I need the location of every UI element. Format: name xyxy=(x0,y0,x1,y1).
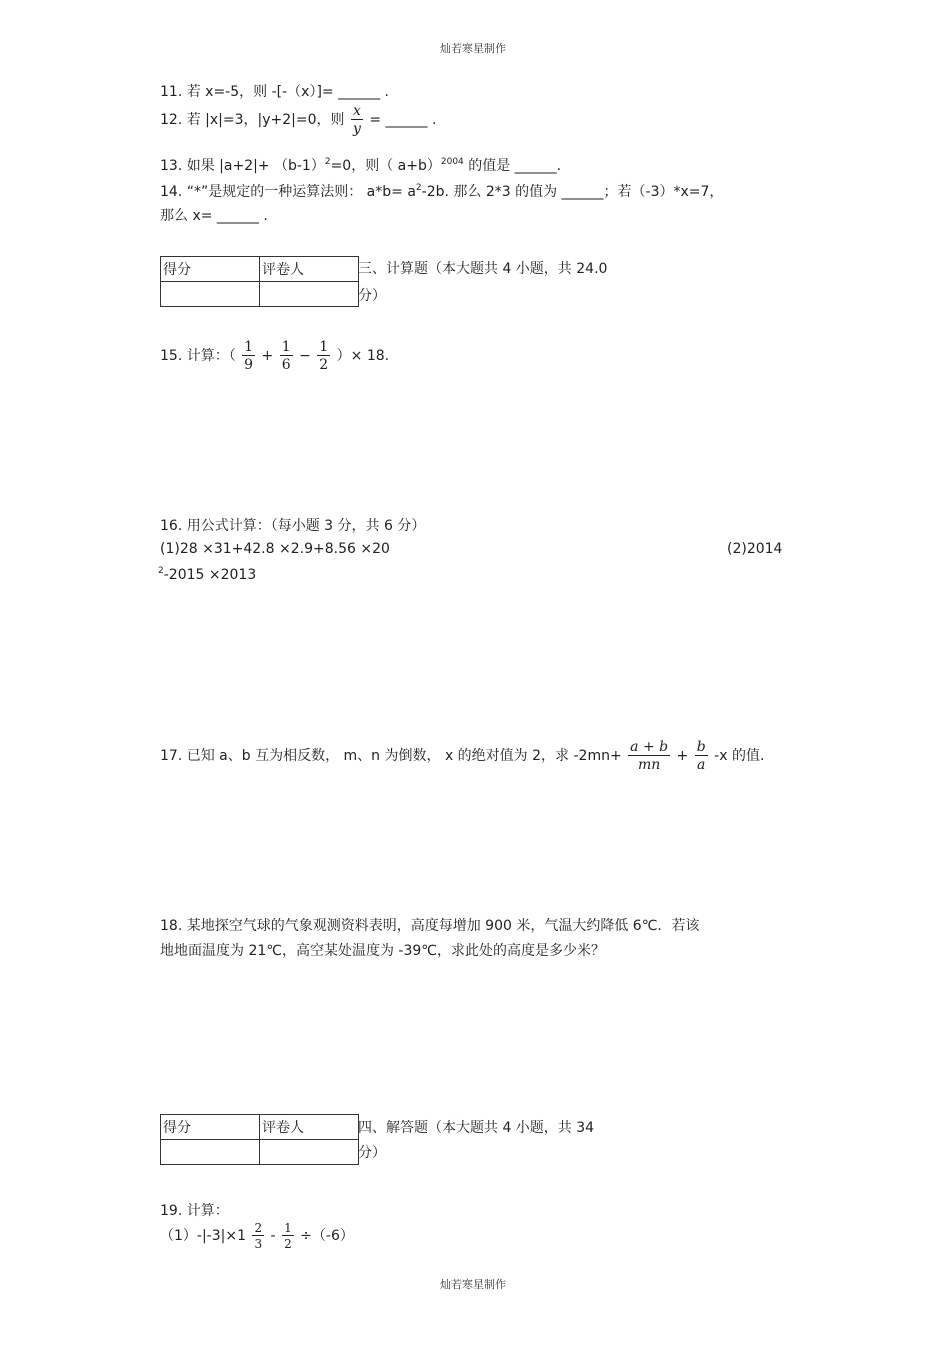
fraction-denominator: a xyxy=(697,757,706,773)
fraction-numerator: x xyxy=(351,104,363,120)
question-16-title: 16. 用公式计算：（每小题 3 分，共 6 分） xyxy=(160,518,426,534)
question-14-text: 14. “*”是规定的一种运算法则： a*b= a xyxy=(160,184,416,200)
exponent: 2 xyxy=(324,157,331,167)
page-footer: 灿若寒星制作 xyxy=(440,1278,506,1291)
plus-operator: + xyxy=(261,348,274,364)
question-18-line2: 地地面温度为 21℃，高空某处温度为 -39℃，求此处的高度是多少米？ xyxy=(160,943,606,959)
fraction-numerator: b xyxy=(696,739,706,755)
fraction-denominator: 3 xyxy=(254,1237,263,1251)
question-16-part1: (1)28 ×31+42.8 ×2.9+8.56 ×20 xyxy=(160,541,390,557)
minus-operator: - xyxy=(270,1228,276,1244)
question-13-mid: =0，则（ a+b） xyxy=(330,158,441,174)
fraction-1-9 xyxy=(242,340,255,372)
fraction-denominator: 9 xyxy=(244,357,254,373)
fraction-denominator: 6 xyxy=(281,357,291,373)
question-17 xyxy=(160,740,764,772)
minus-operator: − xyxy=(299,348,311,364)
grader-header: 评卷人 xyxy=(260,257,359,282)
score-table-section-3 xyxy=(160,256,359,307)
fraction-numerator: 2 xyxy=(254,1221,263,1235)
question-13 xyxy=(160,155,561,175)
score-cell xyxy=(161,1140,260,1165)
question-16-part2-cont xyxy=(158,566,256,583)
question-19-title: 19. 计算： xyxy=(160,1203,229,1219)
question-12 xyxy=(160,104,436,136)
question-17-text: 17. 已知 a、b 互为相反数， m、n 为倒数， x 的绝对值为 2，求 -2mn+ xyxy=(160,748,622,764)
fraction-denominator: 2 xyxy=(284,1237,292,1251)
exponent: 2 xyxy=(158,566,164,576)
question-19-text: （1）-|-3|×1 xyxy=(160,1228,246,1244)
fraction-numerator: 1 xyxy=(319,339,329,355)
fraction-x-over-y xyxy=(351,104,363,136)
question-13-text: 13. 如果 |a+2|+ （b-1） xyxy=(160,158,325,174)
question-12-tail: = ______ . xyxy=(369,112,437,128)
score-cell xyxy=(161,282,260,307)
fraction-numerator: 1 xyxy=(284,1221,292,1235)
fraction-numerator: 1 xyxy=(281,339,291,355)
question-15 xyxy=(160,340,389,372)
score-table-section-4 xyxy=(160,1114,359,1165)
fraction-denominator: y xyxy=(352,121,361,137)
grader-cell xyxy=(260,282,359,307)
exponent: 2 xyxy=(415,183,422,193)
fraction-b-over-a xyxy=(695,740,708,772)
fraction-1-2 xyxy=(317,340,330,372)
question-19-part1 xyxy=(160,1222,354,1250)
section-4-title-line1: 四、解答题（本大题共 4 小题，共 34 xyxy=(358,1120,595,1136)
fraction-a-plus-b-over-mn xyxy=(628,740,670,772)
fraction-numerator: a + b xyxy=(630,739,669,755)
question-18-line1: 18. 某地探空气球的气象观测资料表明，高度每增加 900 米，气温大约降低 6℃．若该 xyxy=(160,918,700,934)
question-19-tail: ÷（-6） xyxy=(300,1228,354,1244)
grader-cell xyxy=(260,1140,359,1165)
question-16-part2-tail: -2015 ×2013 xyxy=(163,567,257,583)
fraction-numerator: 1 xyxy=(244,339,254,355)
question-16-part2: (2)2014 xyxy=(727,541,783,557)
question-14-line2: 那么 x= ______ . xyxy=(160,208,268,224)
score-header: 得分 xyxy=(161,1115,260,1140)
question-17-tail: -x 的值. xyxy=(714,748,765,764)
fraction-denominator: mn xyxy=(637,757,661,773)
fraction-1-6 xyxy=(280,340,293,372)
page-header: 灿若寒星制作 xyxy=(440,42,506,55)
section-3-title-line2: 分） xyxy=(358,288,386,304)
fraction-1-2 xyxy=(282,1222,294,1250)
section-3-title-line1: 三、计算题（本大题共 4 小题，共 24.0 xyxy=(358,261,608,277)
fraction-denominator: 2 xyxy=(319,357,329,373)
question-14-tail: -2b. 那么 2*3 的值为 ______；若（-3）*x=7， xyxy=(421,184,724,200)
question-15-text: 15. 计算：（ xyxy=(160,348,236,364)
question-12-text: 12. 若 |x|=3，|y+2|=0，则 xyxy=(160,112,345,128)
question-11: 11. 若 x=-5，则 -[-（x）]= ______ . xyxy=(160,84,389,100)
exponent: 2004 xyxy=(440,157,464,167)
score-header: 得分 xyxy=(161,257,260,282)
fraction-2-3 xyxy=(252,1222,264,1250)
question-13-tail: 的值是 ______. xyxy=(463,158,562,174)
plus-operator: + xyxy=(676,748,689,764)
section-4-title-line2: 分） xyxy=(358,1145,386,1161)
grader-header: 评卷人 xyxy=(260,1115,359,1140)
question-14-line1 xyxy=(160,181,723,201)
question-15-tail: ）× 18. xyxy=(336,348,390,364)
